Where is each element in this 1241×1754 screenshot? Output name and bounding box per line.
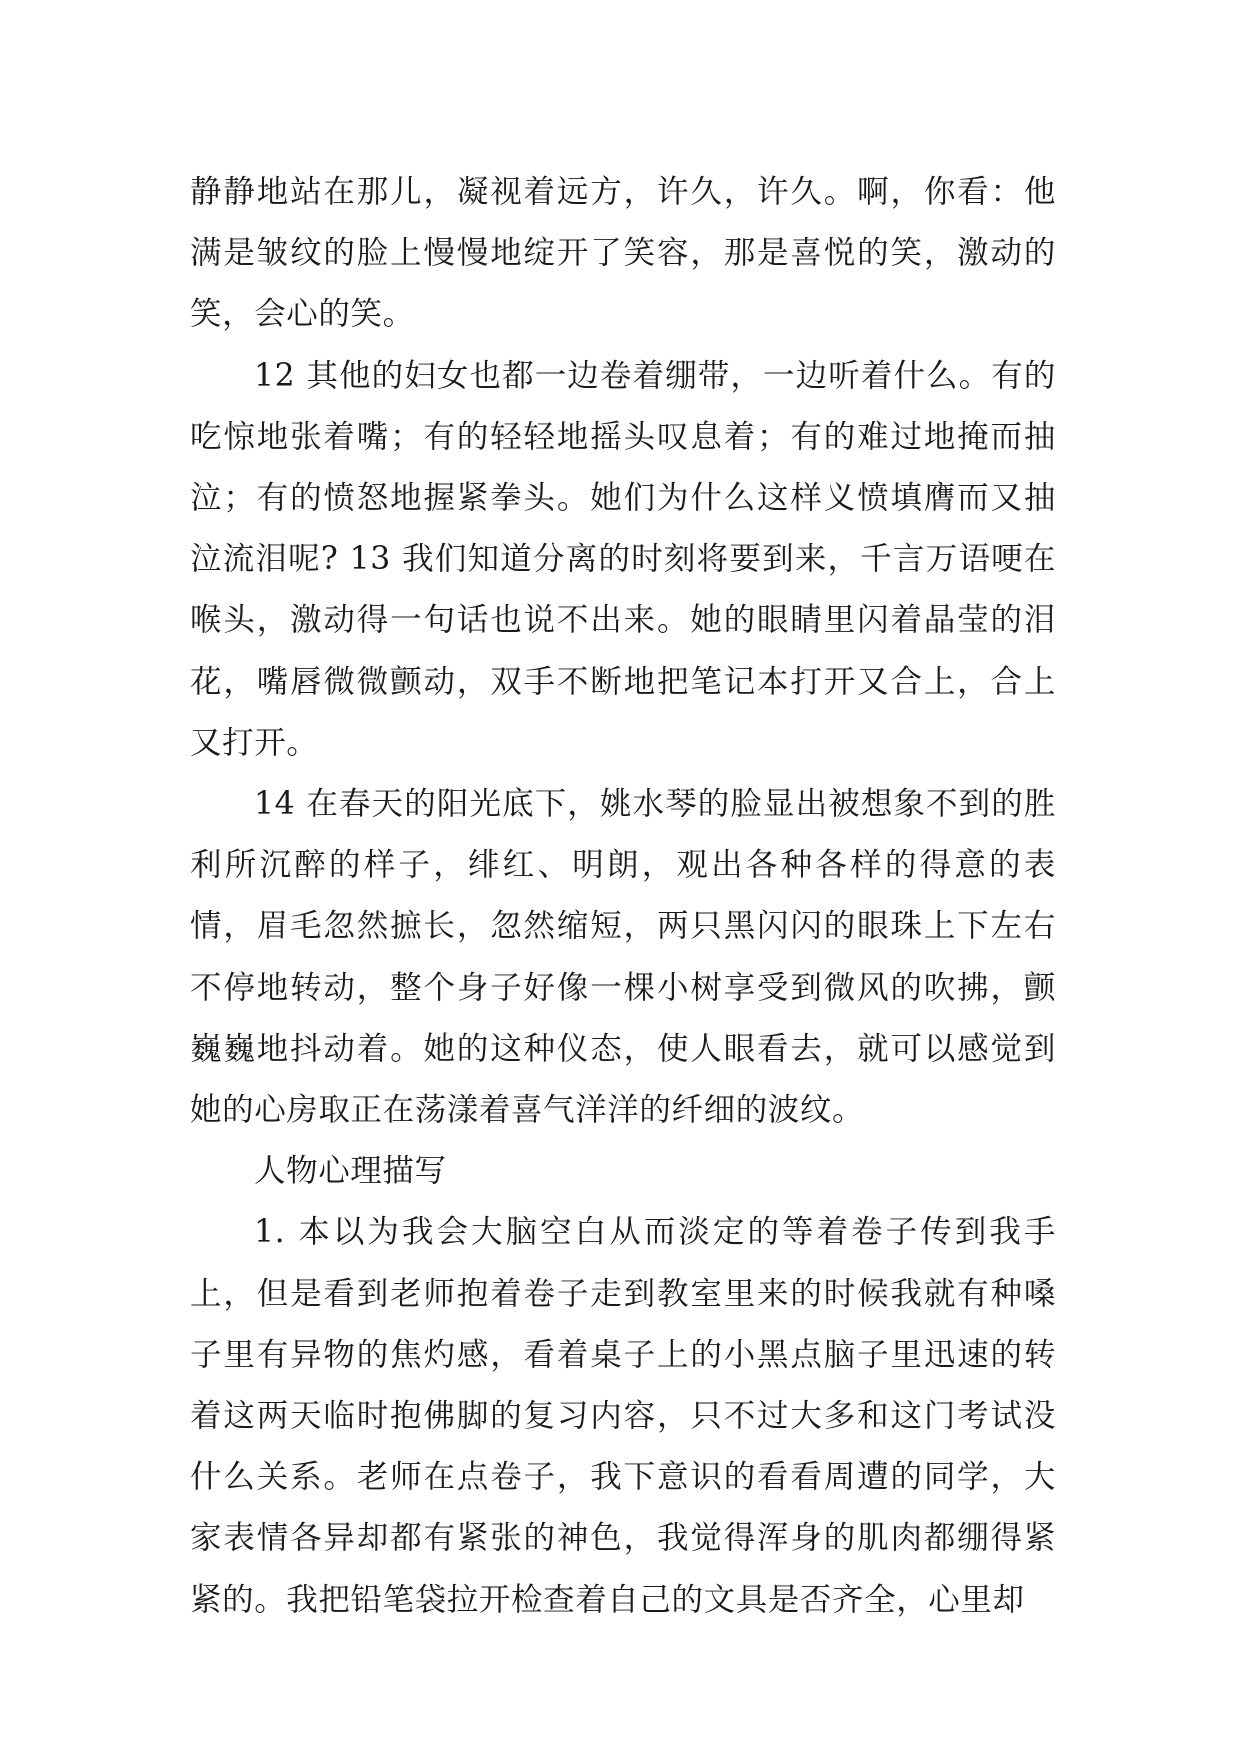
paragraph-continuation: 静静地站在那儿，凝视着远方，许久，许久。啊，你看：他满是皱纹的脸上慢慢地绽开了笑容，那是喜悦的笑，激动的笑，会心的笑。 [190, 174, 1056, 333]
paragraph-14: 14 在春天的阳光底下，姚水琴的脸显出被想象不到的胜利所沉醉的样子，绯红、明朗，观出各种各样的得意的表情，眉毛忽然摭长，忽然缩短，两只黑闪闪的眼珠上下左右不停地转动，整个身子好像一棵小树享受到微风的吹拂，颤巍巍地抖动着。她的这种仪态，使人眼看去，就可以感觉到她的心房取正在荡漾着喜气洋洋的纤细的波纹。 [190, 786, 1056, 1129]
section-heading: 人物心理描写 [254, 1153, 447, 1190]
paragraph-12: 12 其他的妇女也都一边卷着绷带，一边听着什么。有的吃惊地张着嘴；有的轻轻地摇头叹息着；有的难过地掩而抽泣；有的愤怒地握紧拳头。她们为什么这样义愤填膺而又抽泣流泪呢? 13 我们知道分离的时刻将要到来，千言万语哽在喉头，激动得一句话也说不出来。她的眼睛里闪着晶莹的泪花，嘴唇微微颤动，双手不断地把笔记本打开又合上，合上又打开。 [190, 357, 1056, 761]
paragraph-1: 1. 本以为我会大脑空白从而淡定的等着卷子传到我手上，但是看到老师抱着卷子走到教室里来的时候我就有种嗓子里有异物的焦灼感，看着桌子上的小黑点脑子里迅速的转着这两天临时抱佛脚的复习内容，只不过大多和这门考试没什么关系。老师在点卷子，我下意识的看看周遭的同学，大家表情各异却都有紧张的神色，我觉得浑身的肌肉都绷得紧紧的。我把铅笔袋拉开检查着自己的文具是否齐全，心里却 [190, 1214, 1056, 1618]
document-page [190, 162, 1056, 1631]
